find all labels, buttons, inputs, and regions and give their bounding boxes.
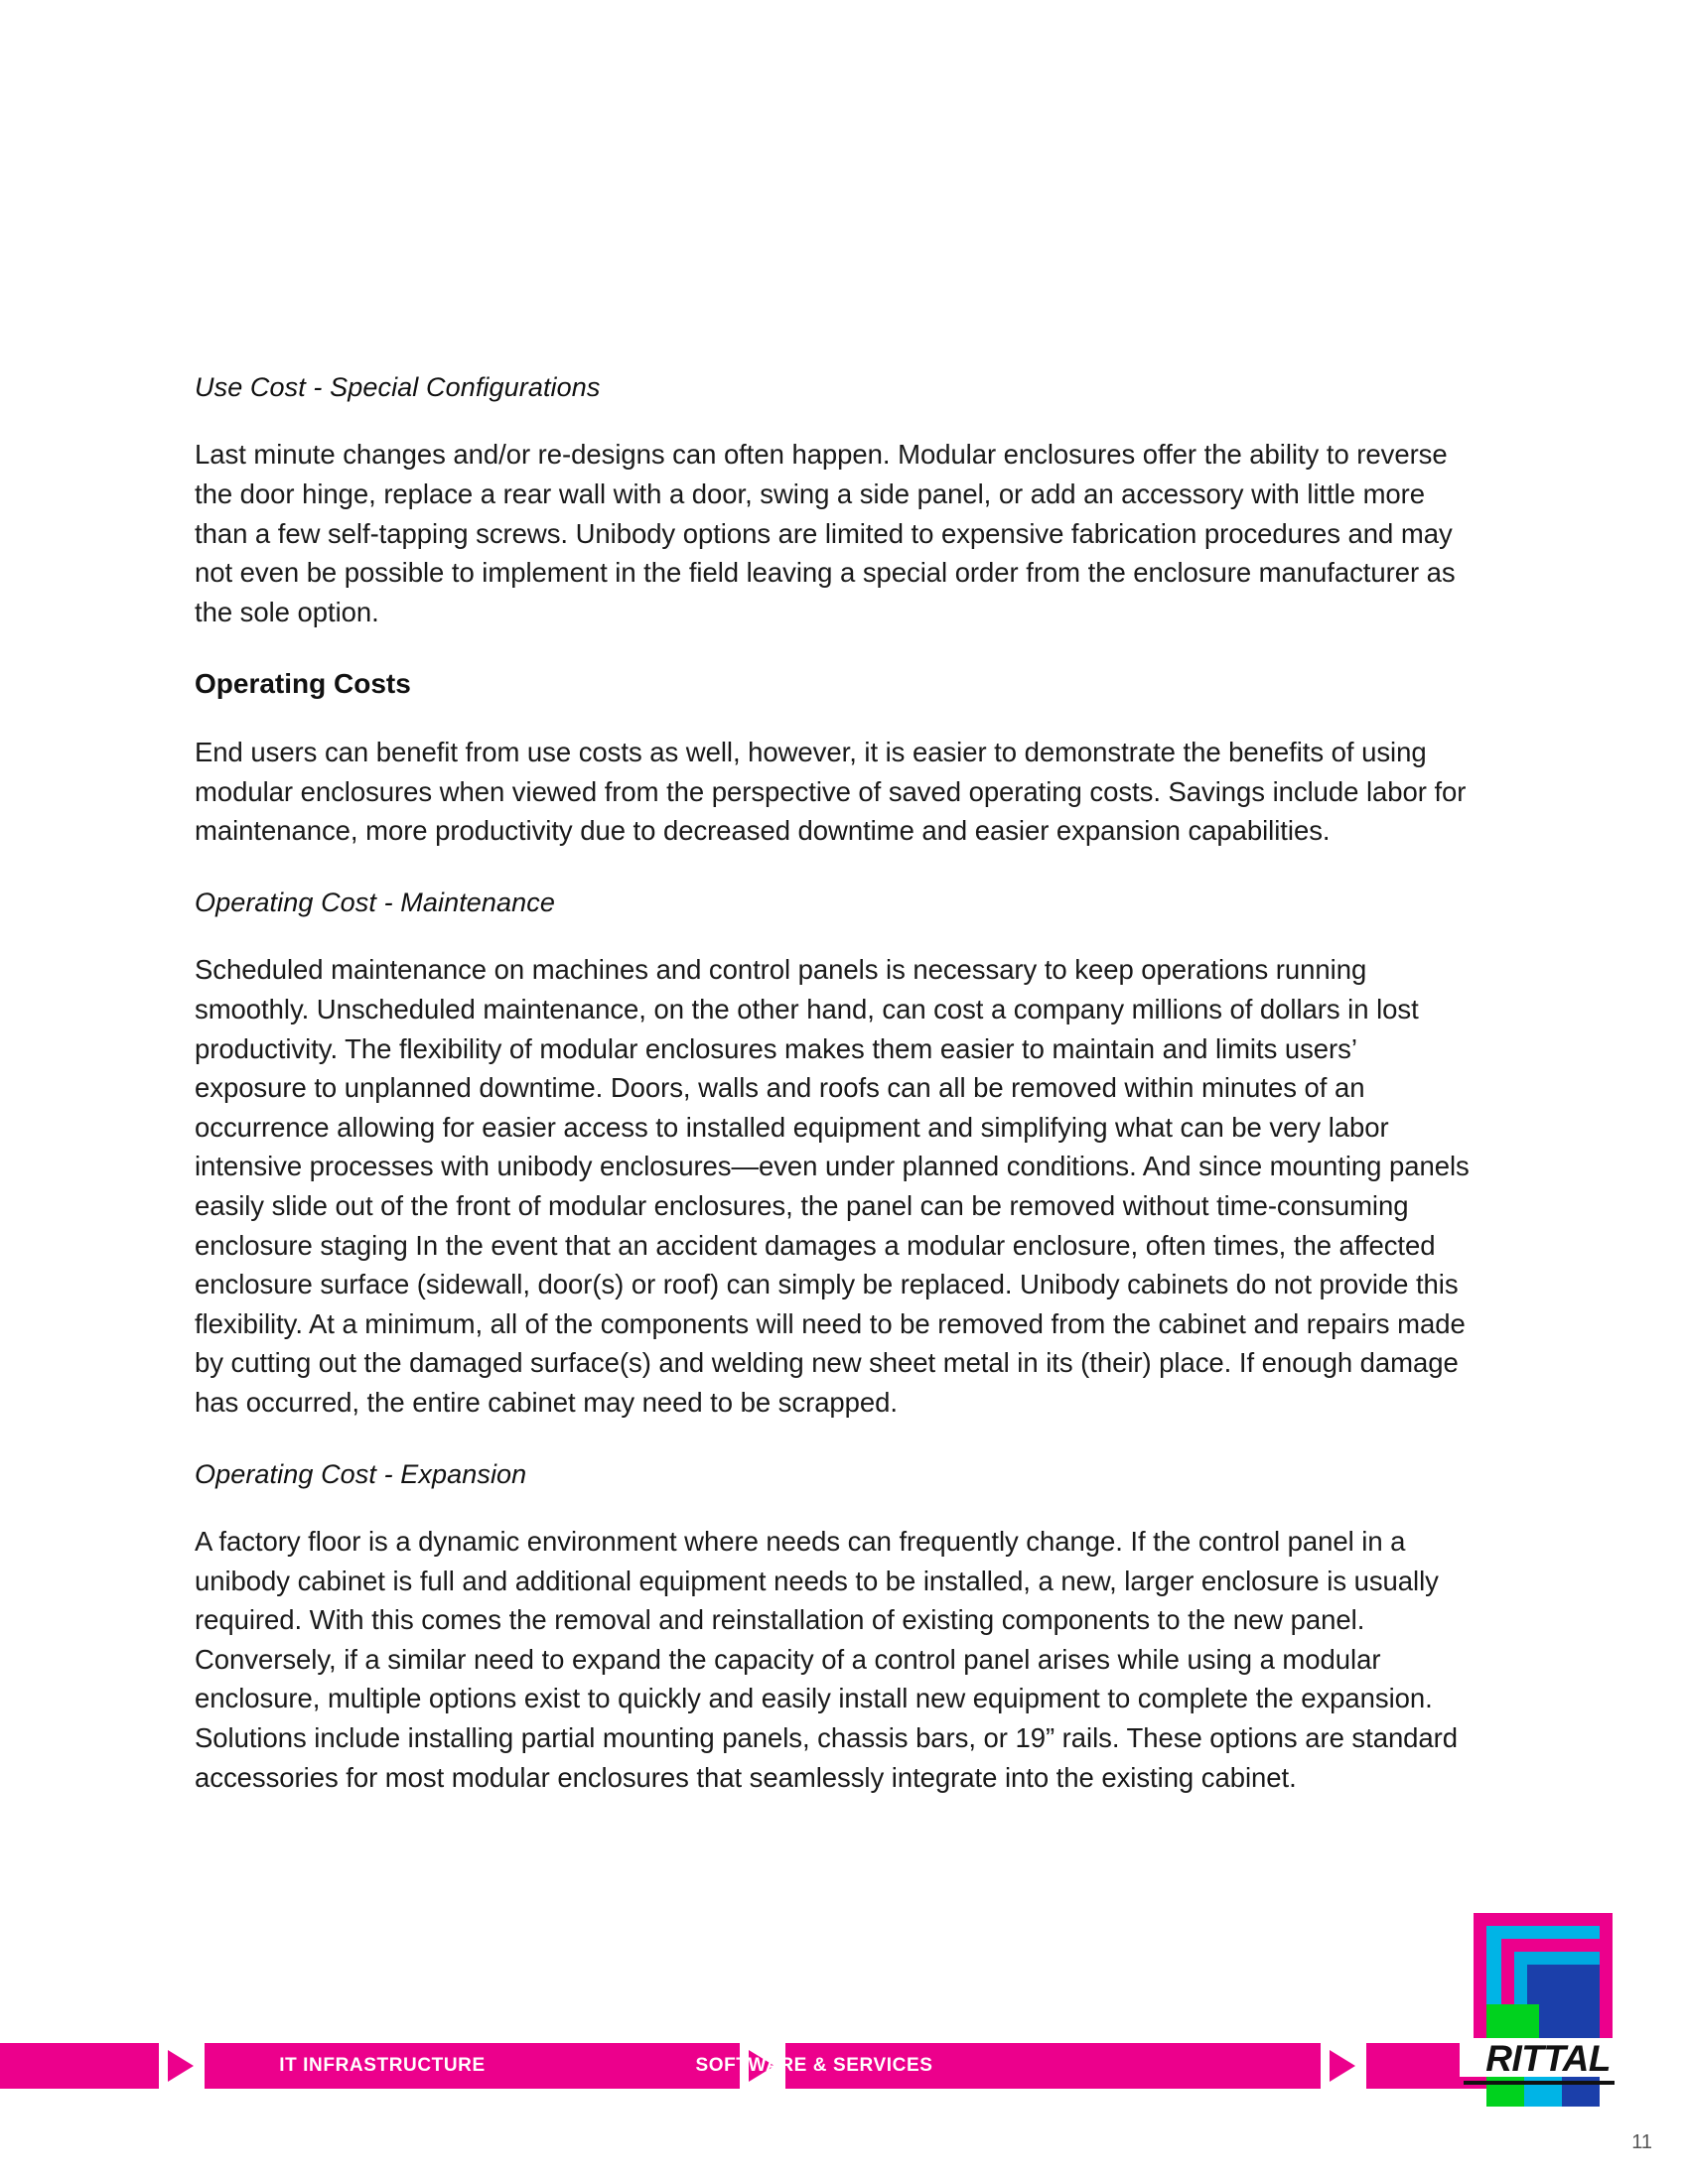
section-heading-operating-costs: Operating Costs <box>195 668 411 700</box>
section-paragraph-operating-cost-expansion: A factory floor is a dynamic environment where needs can frequently change. If the control panel in a unibody cabinet is full and additional equipment needs to be installed, a new, larger enclosure is usually required. With this comes the removal and reinstallation of existing components to the new panel. Conversely, if a similar need to expand the capacity of a control panel arises while using a modular enclosure, multiple options exist to quickly and easily install new equipment to complete the expansion. Solutions include installing partial mounting panels, chassis bars, or 19” rails. These options are standard accessories for most modular enclosures that seamlessly integrate into the existing cabinet. <box>195 1525 1459 1793</box>
section-heading-operating-cost-maintenance: Operating Cost - Maintenance <box>195 887 555 917</box>
section-heading-use-cost-special-configurations: Use Cost - Special Configurations <box>195 372 601 402</box>
section-paragraph-use-cost-special-configurations: Last minute changes and/or re-designs can often happen. Modular enclosures offer the ability to reverse the door hinge, replace a rear wall with a door, swing a side panel, or add an accessory with little more than a few self-tapping screws. Unibody options are limited to expensive fabrication procedures and may not even be possible to implement in the field leaving a special order from the enclosure manufacturer as the sole option. <box>195 439 1456 627</box>
page-footer <box>0 2043 1688 2089</box>
page-content <box>195 369 1476 1831</box>
section-paragraph-operating-costs: End users can benefit from use costs as well, however, it is easier to demonstrate the benefits of using modular enclosures when viewed from the perspective of saved operating costs. Savings include labor for maintenance, more productivity due to decreased downtime and easier expansion capabilities. <box>195 737 1467 847</box>
page-number: 11 <box>1631 2131 1652 2153</box>
footer-segment-blank <box>0 2043 159 2089</box>
rittal-wordmark: RITTAL <box>1460 2038 1613 2077</box>
rittal-wordmark-underline <box>1464 2081 1615 2085</box>
footer-segment-it-infrastructure: IT INFRASTRUCTURE <box>279 2055 486 2076</box>
footer-arrow-icon-3 <box>1321 2043 1366 2089</box>
section-heading-operating-cost-expansion: Operating Cost - Expansion <box>195 1458 527 1489</box>
footer-segment-software-services: SOFTWARE & SERVICES <box>695 2055 933 2076</box>
section-paragraph-operating-cost-maintenance: Scheduled maintenance on machines and control panels is necessary to keep operations running smoothly. Unscheduled maintenance, on the other hand, can cost a company millions of dollars in lost productivity. The flexibility of modular enclosures makes them easier to maintain and limits users’ exposure to unplanned downtime. Doors, walls and roofs can all be removed within minutes of an occurrence allowing for easier access to installed equipment and simplifying what can be very labor intensive processes with unibody enclosures—even under planned conditions. And since mounting panels easily slide out of the front of modular enclosures, the panel can be removed without time-consuming enclosure staging In the event that an accident damages a modular enclosure, often times, the affected enclosure surface (sidewall, door(s) or roof) can simply be replaced. Unibody cabinets do not provide this flexibility. At a minimum, all of the components will need to be removed from the cabinet and repairs made by cutting out the damaged surface(s) and welding new sheet metal in its (their) place. If enough damage has occurred, the entire cabinet may need to be scrapped. <box>195 954 1470 1418</box>
